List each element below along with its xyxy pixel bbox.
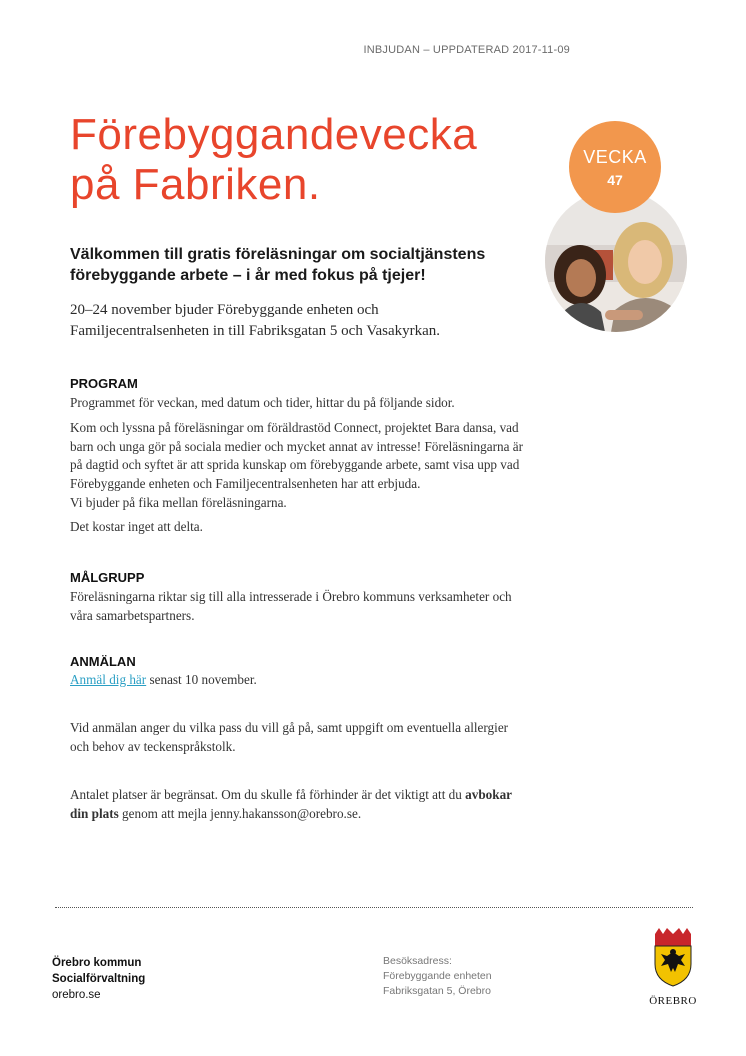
- register-deadline: senast 10 november.: [146, 672, 257, 687]
- malgrupp-text: [70, 588, 560, 625]
- orebro-logo: [645, 928, 701, 1007]
- footer-org-name: Örebro kommun: [52, 957, 142, 969]
- malgrupp-line: Föreläsningarna riktar sig till alla intresserade i Örebro kommuns verksamheter och: [70, 589, 512, 604]
- cancellation-note: [70, 786, 560, 823]
- cancellation-text-start: Antalet platser är begränsat. Om du skulle få förhinder är det viktigt att du: [70, 787, 466, 802]
- fika-note: Vi bjuder på fika mellan föreläsningarna.: [70, 495, 287, 510]
- subtitle-line-1: Välkommen till gratis föreläsningar om socialtjänstens: [70, 246, 486, 263]
- anmalan-details-line: och behov av teckenspråkstolk.: [70, 738, 236, 754]
- program-description-line: på dagtid och syftet är att sprida kunskap om förebyggande arbete, samt visa upp vad: [70, 457, 520, 472]
- footer-address: [383, 954, 492, 999]
- program-description: [70, 419, 560, 493]
- logo-text: ÖREBRO: [649, 995, 697, 1007]
- cancellation-text-end: genom att mejla jenny.hakansson@orebro.se.: [118, 805, 362, 821]
- anmalan-line: [70, 671, 560, 690]
- program-intro: Programmet för veckan, med datum och tider, hittar du på följande sidor.: [70, 395, 455, 410]
- title-line-1: Förebyggandevecka: [70, 110, 478, 159]
- register-link[interactable]: Anmäl dig här: [70, 672, 147, 687]
- address-label: Besöksadress:: [383, 955, 452, 967]
- program-description-line: Kom och lyssna på föreläsningar om föräldrastöd Connect, projektet Bara dansa, vad: [70, 420, 519, 435]
- malgrupp-heading: MÅLGRUPP: [70, 570, 145, 585]
- footer-divider: [55, 907, 693, 908]
- anmalan-heading: ANMÄLAN: [70, 654, 136, 669]
- intro-line-1: 20–24 november bjuder Förebyggande enheten och: [70, 302, 379, 318]
- cancellation-bold-1: avbokar: [465, 787, 513, 802]
- footer-department: Socialförvaltning: [52, 973, 146, 985]
- page-title: [70, 110, 477, 210]
- intro-text: [70, 300, 540, 342]
- title-line-2: på Fabriken.: [70, 160, 321, 209]
- coat-of-arms-icon: [651, 928, 695, 988]
- week-badge: [569, 121, 661, 213]
- anmalan-details: [70, 719, 560, 756]
- address-line-2: Fabriksgatan 5, Örebro: [383, 985, 491, 997]
- subtitle: [70, 244, 550, 286]
- footer-organization: [52, 955, 145, 1003]
- footer-website[interactable]: orebro.se: [52, 989, 101, 1001]
- program-description-line: barn och unga gör på sociala medier och mycket annat av intresse! Föreläsningarna är: [70, 438, 523, 454]
- anmalan-details-line: Vid anmälan anger du vilka pass du vill gå på, samt uppgift om eventuella allergier: [70, 720, 509, 735]
- week-badge-label: VECKA: [583, 147, 647, 167]
- malgrupp-line: våra samarbetspartners.: [70, 607, 195, 623]
- address-line-1: Förebyggande enheten: [383, 970, 492, 982]
- subtitle-line-2: förebyggande arbete – i år med fokus på tjejer!: [70, 267, 426, 284]
- document-tag: INBJUDAN – UPPDATERAD 2017-11-09: [363, 44, 570, 56]
- cost-note: Det kostar inget att delta.: [70, 519, 203, 534]
- program-heading: PROGRAM: [70, 376, 138, 391]
- program-description-line: Förebyggande enheten och Familjecentralsenheten har att erbjuda.: [70, 475, 421, 491]
- intro-line-2: Familjecentralsenheten in till Fabriksgatan 5 och Vasakyrkan.: [70, 323, 441, 339]
- cancellation-bold-2: din plats: [70, 805, 119, 821]
- week-badge-number: 47: [607, 172, 623, 188]
